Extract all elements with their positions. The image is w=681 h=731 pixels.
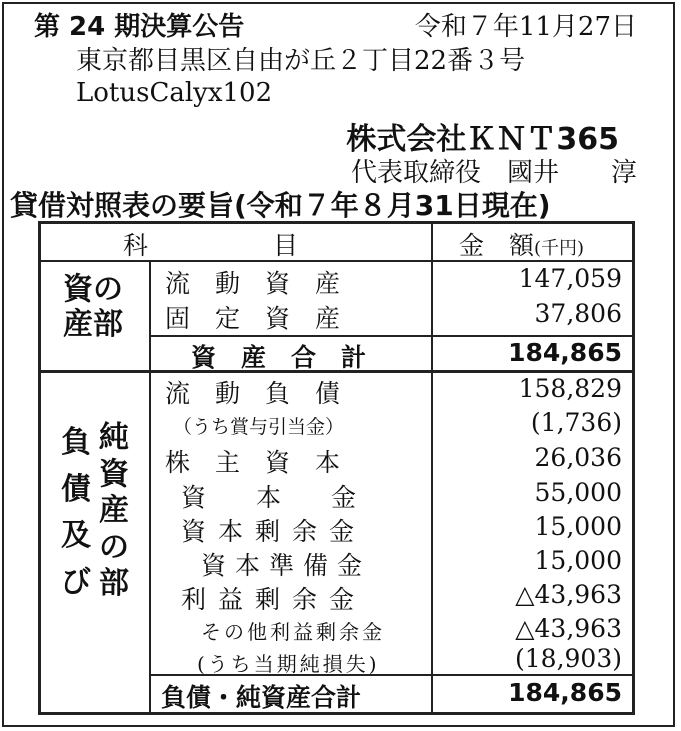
assets-total-label: 資 産 合 計 <box>191 343 367 372</box>
statement-title: 貸借対照表の要旨(令和７年８月31日現在) <box>10 189 551 222</box>
current-assets-label: 流 動 資 産 <box>165 269 341 298</box>
capital-surplus-value: 15,000 <box>534 512 622 541</box>
amount-label: 金 額 <box>459 231 535 260</box>
liab-total-label: 負債・純資産合計 <box>161 683 362 712</box>
liab-left-char-1: 負 <box>61 425 91 460</box>
current-assets-value: 147,059 <box>518 264 622 293</box>
net-loss-label: (うち当期純損失) <box>197 652 380 676</box>
divider-amount-column <box>431 224 433 712</box>
unit-label: (千円) <box>534 238 585 259</box>
representative: 代表取締役 國井 淳 <box>350 158 637 188</box>
liab-right-char-5: 部 <box>99 566 129 602</box>
assets-total-rule <box>149 335 632 337</box>
divider-section-column <box>149 260 151 712</box>
liab-right-char-1: 純 <box>99 420 129 455</box>
company-name: 株式会社ＫＮＴ365 <box>346 122 619 157</box>
capital-surplus-label: 資本剰余金 <box>181 517 367 546</box>
column-header-amount <box>459 226 584 262</box>
capital-stock-value: 55,000 <box>534 478 622 507</box>
assets-section-label <box>63 272 123 343</box>
notice-title: 第 24 期決算公告 <box>34 12 245 42</box>
shareholders-equity-label: 株 主 資 本 <box>165 448 341 477</box>
current-liabilities-value: 158,829 <box>518 374 622 403</box>
bonus-reserve-value: (1,736) <box>530 408 622 437</box>
assets-label-line2: 産部 <box>63 307 123 343</box>
fixed-assets-value: 37,806 <box>534 299 622 328</box>
notice-date: 令和７年11月27日 <box>414 12 637 42</box>
retained-earnings-label: 利益剰余金 <box>181 585 367 614</box>
liab-section-label-left <box>61 420 91 606</box>
liab-left-char-2: 債 <box>61 471 91 507</box>
liab-right-char-4: の <box>99 529 129 565</box>
company-building: LotusCalyx102 <box>76 78 273 108</box>
net-loss-value: (18,903) <box>515 644 622 673</box>
fixed-assets-label: 固 定 資 産 <box>165 304 341 333</box>
liab-left-char-3: 及 <box>61 518 91 553</box>
current-liabilities-label: 流 動 負 債 <box>165 379 341 408</box>
liab-right-char-3: 産 <box>99 493 129 529</box>
column-header-subject: 科 目 <box>123 231 299 260</box>
capital-reserve-value: 15,000 <box>534 546 622 575</box>
bonus-reserve-label: （うち賞与引当金） <box>173 416 345 438</box>
liab-left-char-4: び <box>61 564 91 600</box>
retained-earnings-value: △43,963 <box>515 580 622 609</box>
other-retained-earnings-value: △43,963 <box>515 614 622 643</box>
balance-sheet-table <box>38 221 635 715</box>
liab-total-value: 184,865 <box>508 678 622 707</box>
assets-total-value: 184,865 <box>508 338 622 367</box>
liab-right-char-2: 資 <box>99 456 129 492</box>
other-retained-earnings-label: その他利益剰余金 <box>201 620 385 644</box>
liab-section-label-right <box>99 420 129 603</box>
assets-label-line1: 資の <box>63 272 123 307</box>
shareholders-equity-value: 26,036 <box>534 443 622 472</box>
capital-stock-label: 資 本 金 <box>181 483 357 512</box>
company-address: 東京都目黒区自由が丘２丁目22番３号 <box>76 46 526 76</box>
capital-reserve-label: 資本準備金 <box>201 551 372 580</box>
